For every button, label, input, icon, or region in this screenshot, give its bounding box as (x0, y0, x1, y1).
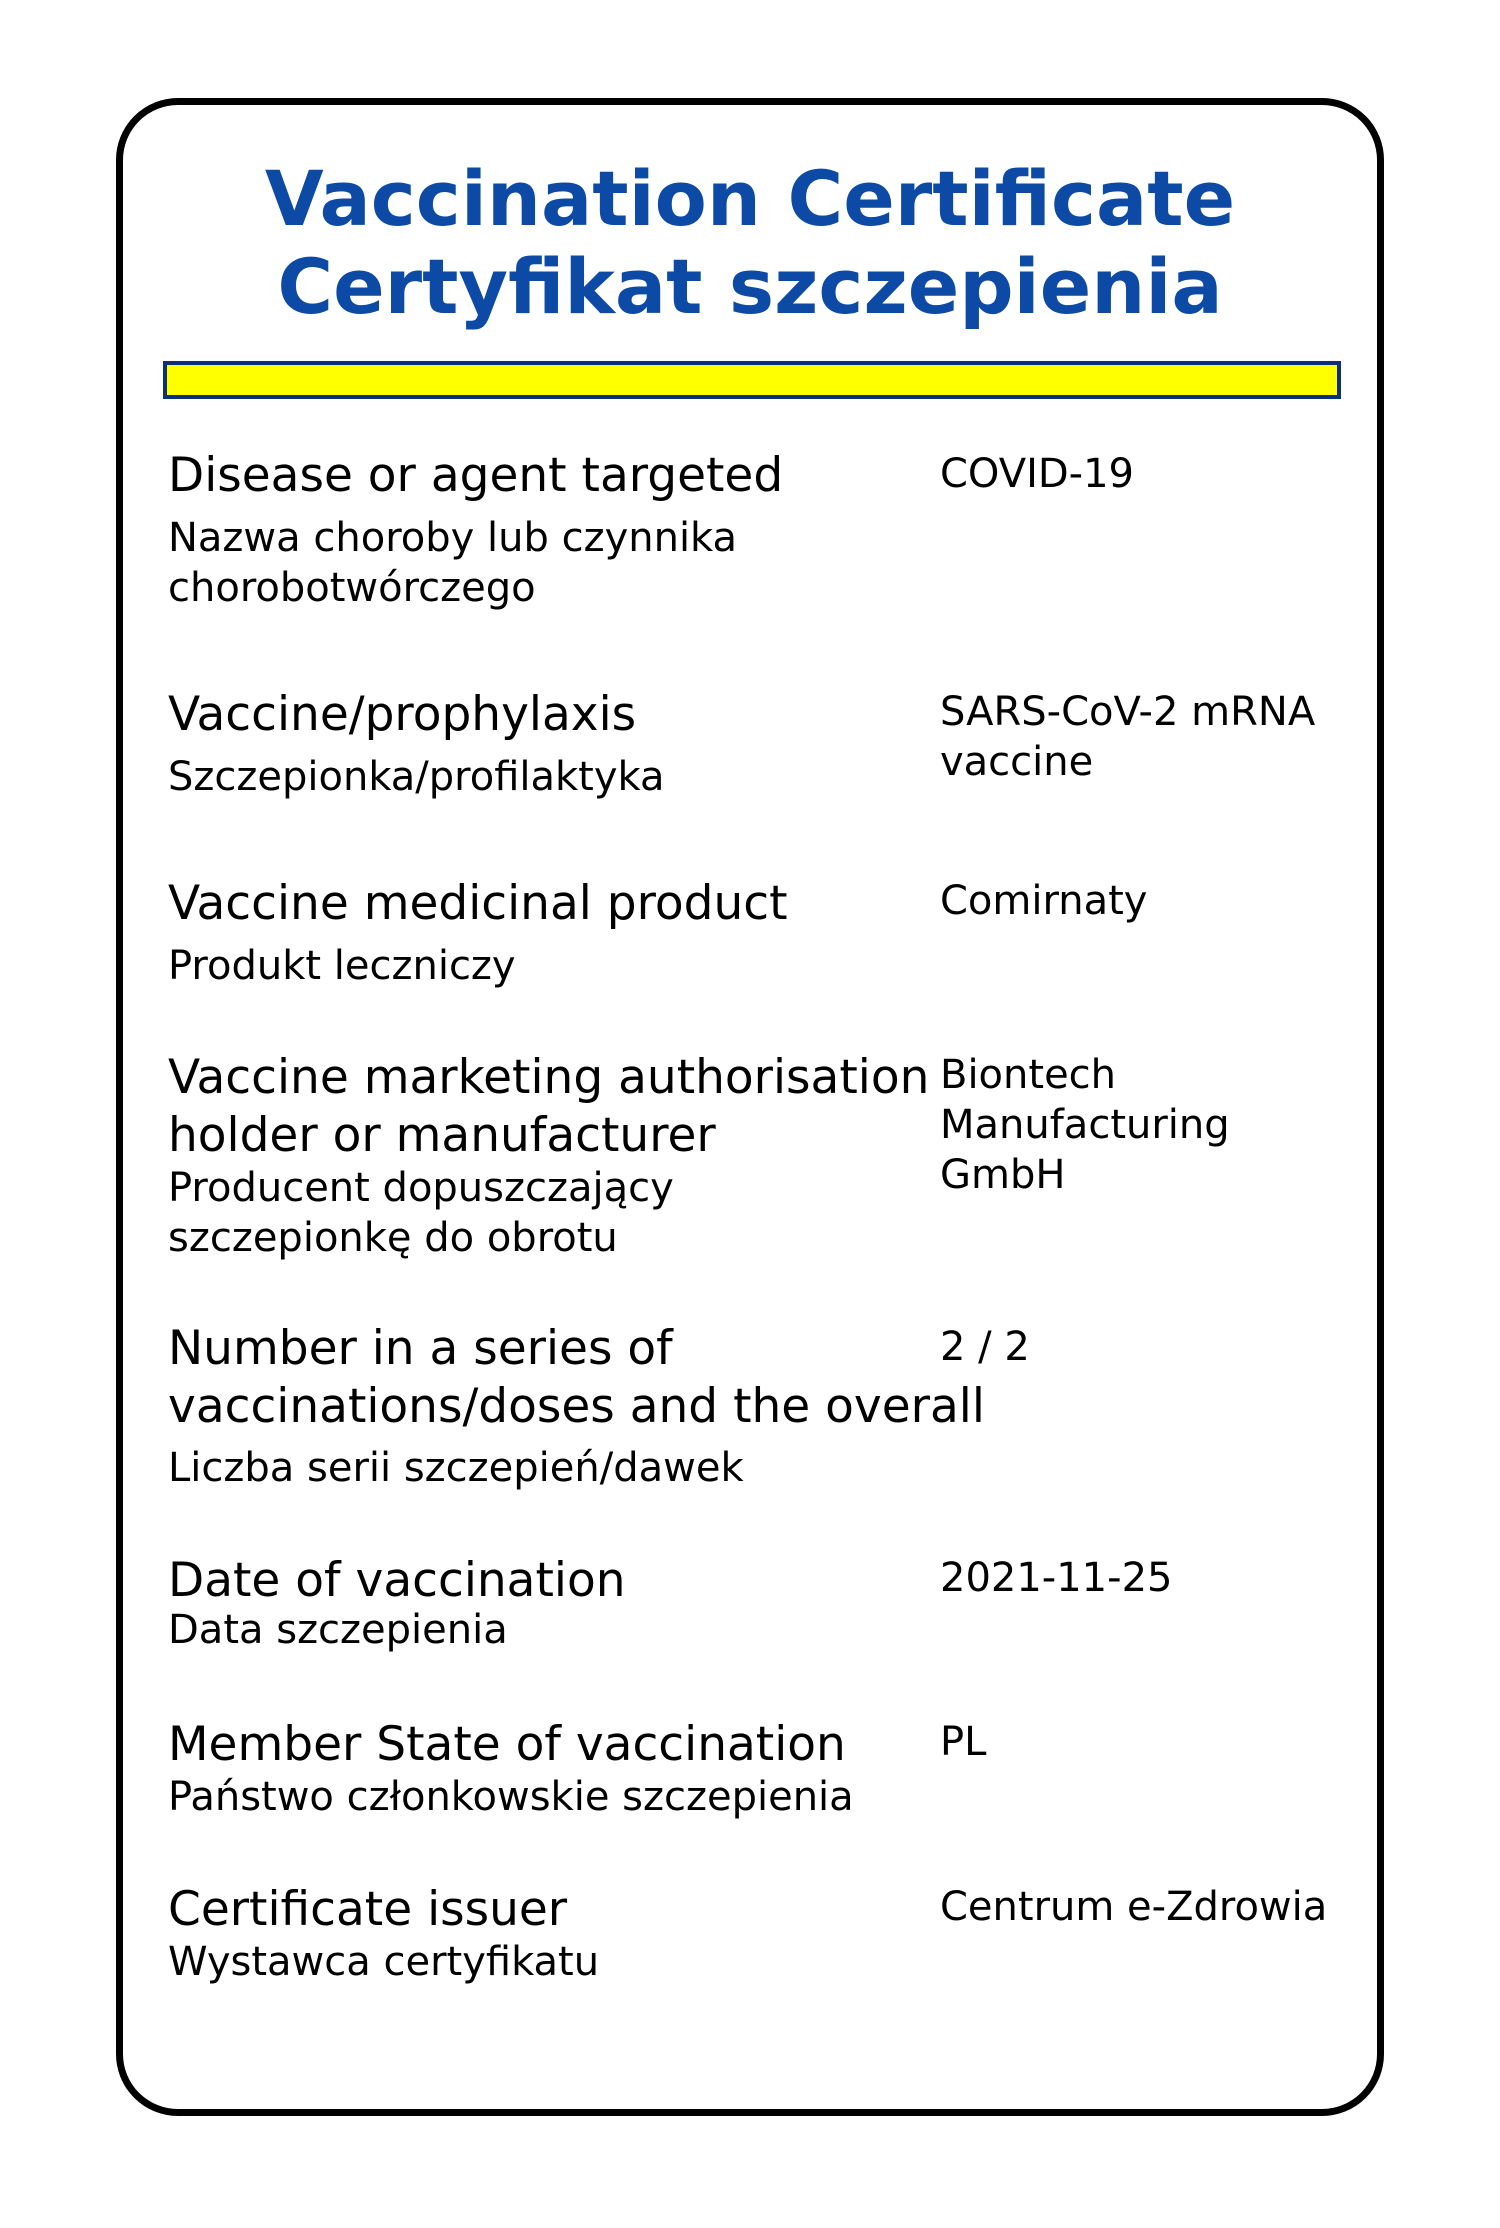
vaccine-label-en: Vaccine/prophylaxis (168, 687, 637, 742)
disease-label-en: Disease or agent targeted (168, 448, 784, 503)
product-value: Comirnaty (940, 878, 1148, 924)
issuer-label-pl: Wystawca certyfikatu (168, 1939, 600, 1985)
product-label-en: Vaccine medicinal product (168, 876, 788, 931)
disease-label-pl: Nazwa choroby lub czynnika chorobotwórczego (168, 515, 738, 611)
member-state-value: PL (940, 1719, 987, 1765)
manufacturer-value: Biontech Manufacturing GmbH (940, 1052, 1230, 1198)
certificate-title-pl: Certyfikat szczepienia (277, 242, 1223, 331)
dose-number-label-en-line2: vaccinations/doses and the overall (168, 1379, 985, 1434)
dose-number-label-en-line1: Number in a series of (168, 1321, 673, 1376)
date-value: 2021-11-25 (940, 1555, 1173, 1601)
issuer-label-en: Certificate issuer (168, 1882, 568, 1937)
manufacturer-label-en-line2: holder or manufacturer (168, 1108, 716, 1163)
yellow-divider-bar (163, 361, 1341, 399)
dose-number-value: 2 / 2 (940, 1324, 1030, 1370)
manufacturer-label-en-line1: Vaccine marketing authorisation (168, 1050, 930, 1105)
disease-value: COVID-19 (940, 451, 1135, 497)
vaccine-value: SARS-CoV-2 mRNA vaccine (940, 689, 1316, 785)
dose-number-label-pl: Liczba serii szczepień/dawek (168, 1445, 744, 1491)
member-state-label-en: Member State of vaccination (168, 1717, 846, 1772)
certificate-title-en: Vaccination Certificate (264, 154, 1236, 243)
date-label-pl: Data szczepienia (168, 1607, 508, 1653)
issuer-value: Centrum e-Zdrowia (940, 1884, 1328, 1930)
product-label-pl: Produkt leczniczy (168, 943, 516, 989)
date-label-en: Date of vaccination (168, 1553, 626, 1608)
manufacturer-label-pl: Producent dopuszczający szczepionkę do obrotu (168, 1165, 674, 1261)
member-state-label-pl: Państwo członkowskie szczepienia (168, 1774, 854, 1820)
vaccine-label-pl: Szczepionka/profilaktyka (168, 754, 665, 800)
